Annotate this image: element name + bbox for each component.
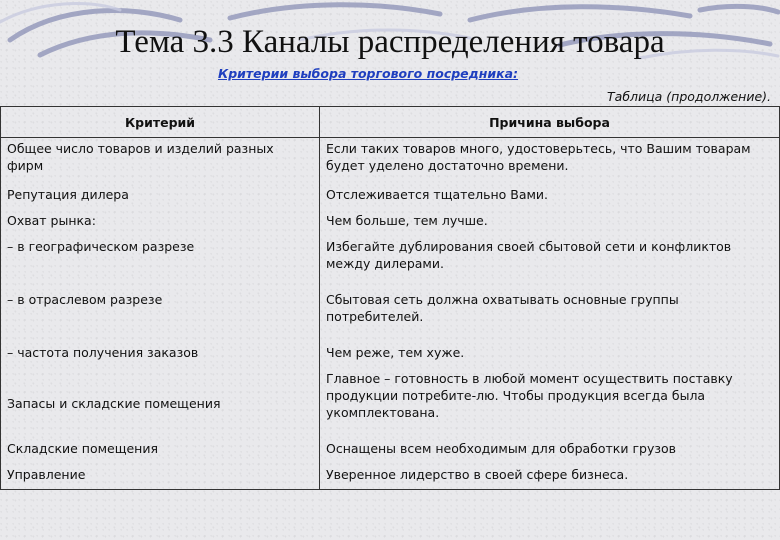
table-caption: Критерии выбора торгового посредника: xyxy=(218,66,519,81)
table-row xyxy=(1,236,780,289)
column-header-criterion: Критерий xyxy=(1,107,320,138)
reason-cell: Избегайте дублирования своей сбытовой сети и конфликтов между дилерами. xyxy=(320,236,780,289)
table-row xyxy=(1,368,780,438)
reason-cell: Чем реже, тем хуже. xyxy=(320,342,780,368)
criterion-cell: Складские помещения xyxy=(1,438,320,464)
criterion-cell: Охват рынка: xyxy=(1,210,320,236)
criterion-cell: – в отраслевом разрезе xyxy=(1,289,320,342)
criterion-cell xyxy=(1,368,320,438)
criteria-table xyxy=(0,106,780,490)
table-header-row xyxy=(1,107,780,138)
reason-cell: Сбытовая сеть должна охватывать основные группы потребителей. xyxy=(320,289,780,342)
criterion-cell: Управление xyxy=(1,464,320,490)
table-row xyxy=(1,289,780,342)
criterion-text: Запасы и складские помещения xyxy=(7,396,221,411)
table-row xyxy=(1,138,780,184)
table-row xyxy=(1,210,780,236)
criterion-cell: – в географическом разрезе xyxy=(1,236,320,289)
reason-cell: Отслеживается тщательно Вами. xyxy=(320,184,780,210)
table-row xyxy=(1,464,780,490)
table-continuation-note: Таблица (продолжение). xyxy=(607,89,771,104)
page-title: Тема 3.3 Каналы распределения товара xyxy=(115,24,665,60)
criterion-cell: Общее число товаров и изделий разных фирм xyxy=(1,138,320,184)
criterion-cell: – частота получения заказов xyxy=(1,342,320,368)
reason-cell: Оснащены всем необходимым для обработки грузов xyxy=(320,438,780,464)
reason-cell: Чем больше, тем лучше. xyxy=(320,210,780,236)
table-row xyxy=(1,342,780,368)
column-header-reason: Причина выбора xyxy=(320,107,780,138)
reason-cell: Уверенное лидерство в своей сфере бизнеса. xyxy=(320,464,780,490)
criterion-cell: Репутация дилера xyxy=(1,184,320,210)
table-row xyxy=(1,184,780,210)
reason-cell: Если таких товаров много, удостоверьтесь, что Вашим товарам будет уделено достаточно времени. xyxy=(320,138,780,184)
table-row xyxy=(1,438,780,464)
reason-cell: Главное – готовность в любой момент осуществить поставку продукции потребите-лю. Чтобы продукция всегда была укомплектована. xyxy=(320,368,780,438)
